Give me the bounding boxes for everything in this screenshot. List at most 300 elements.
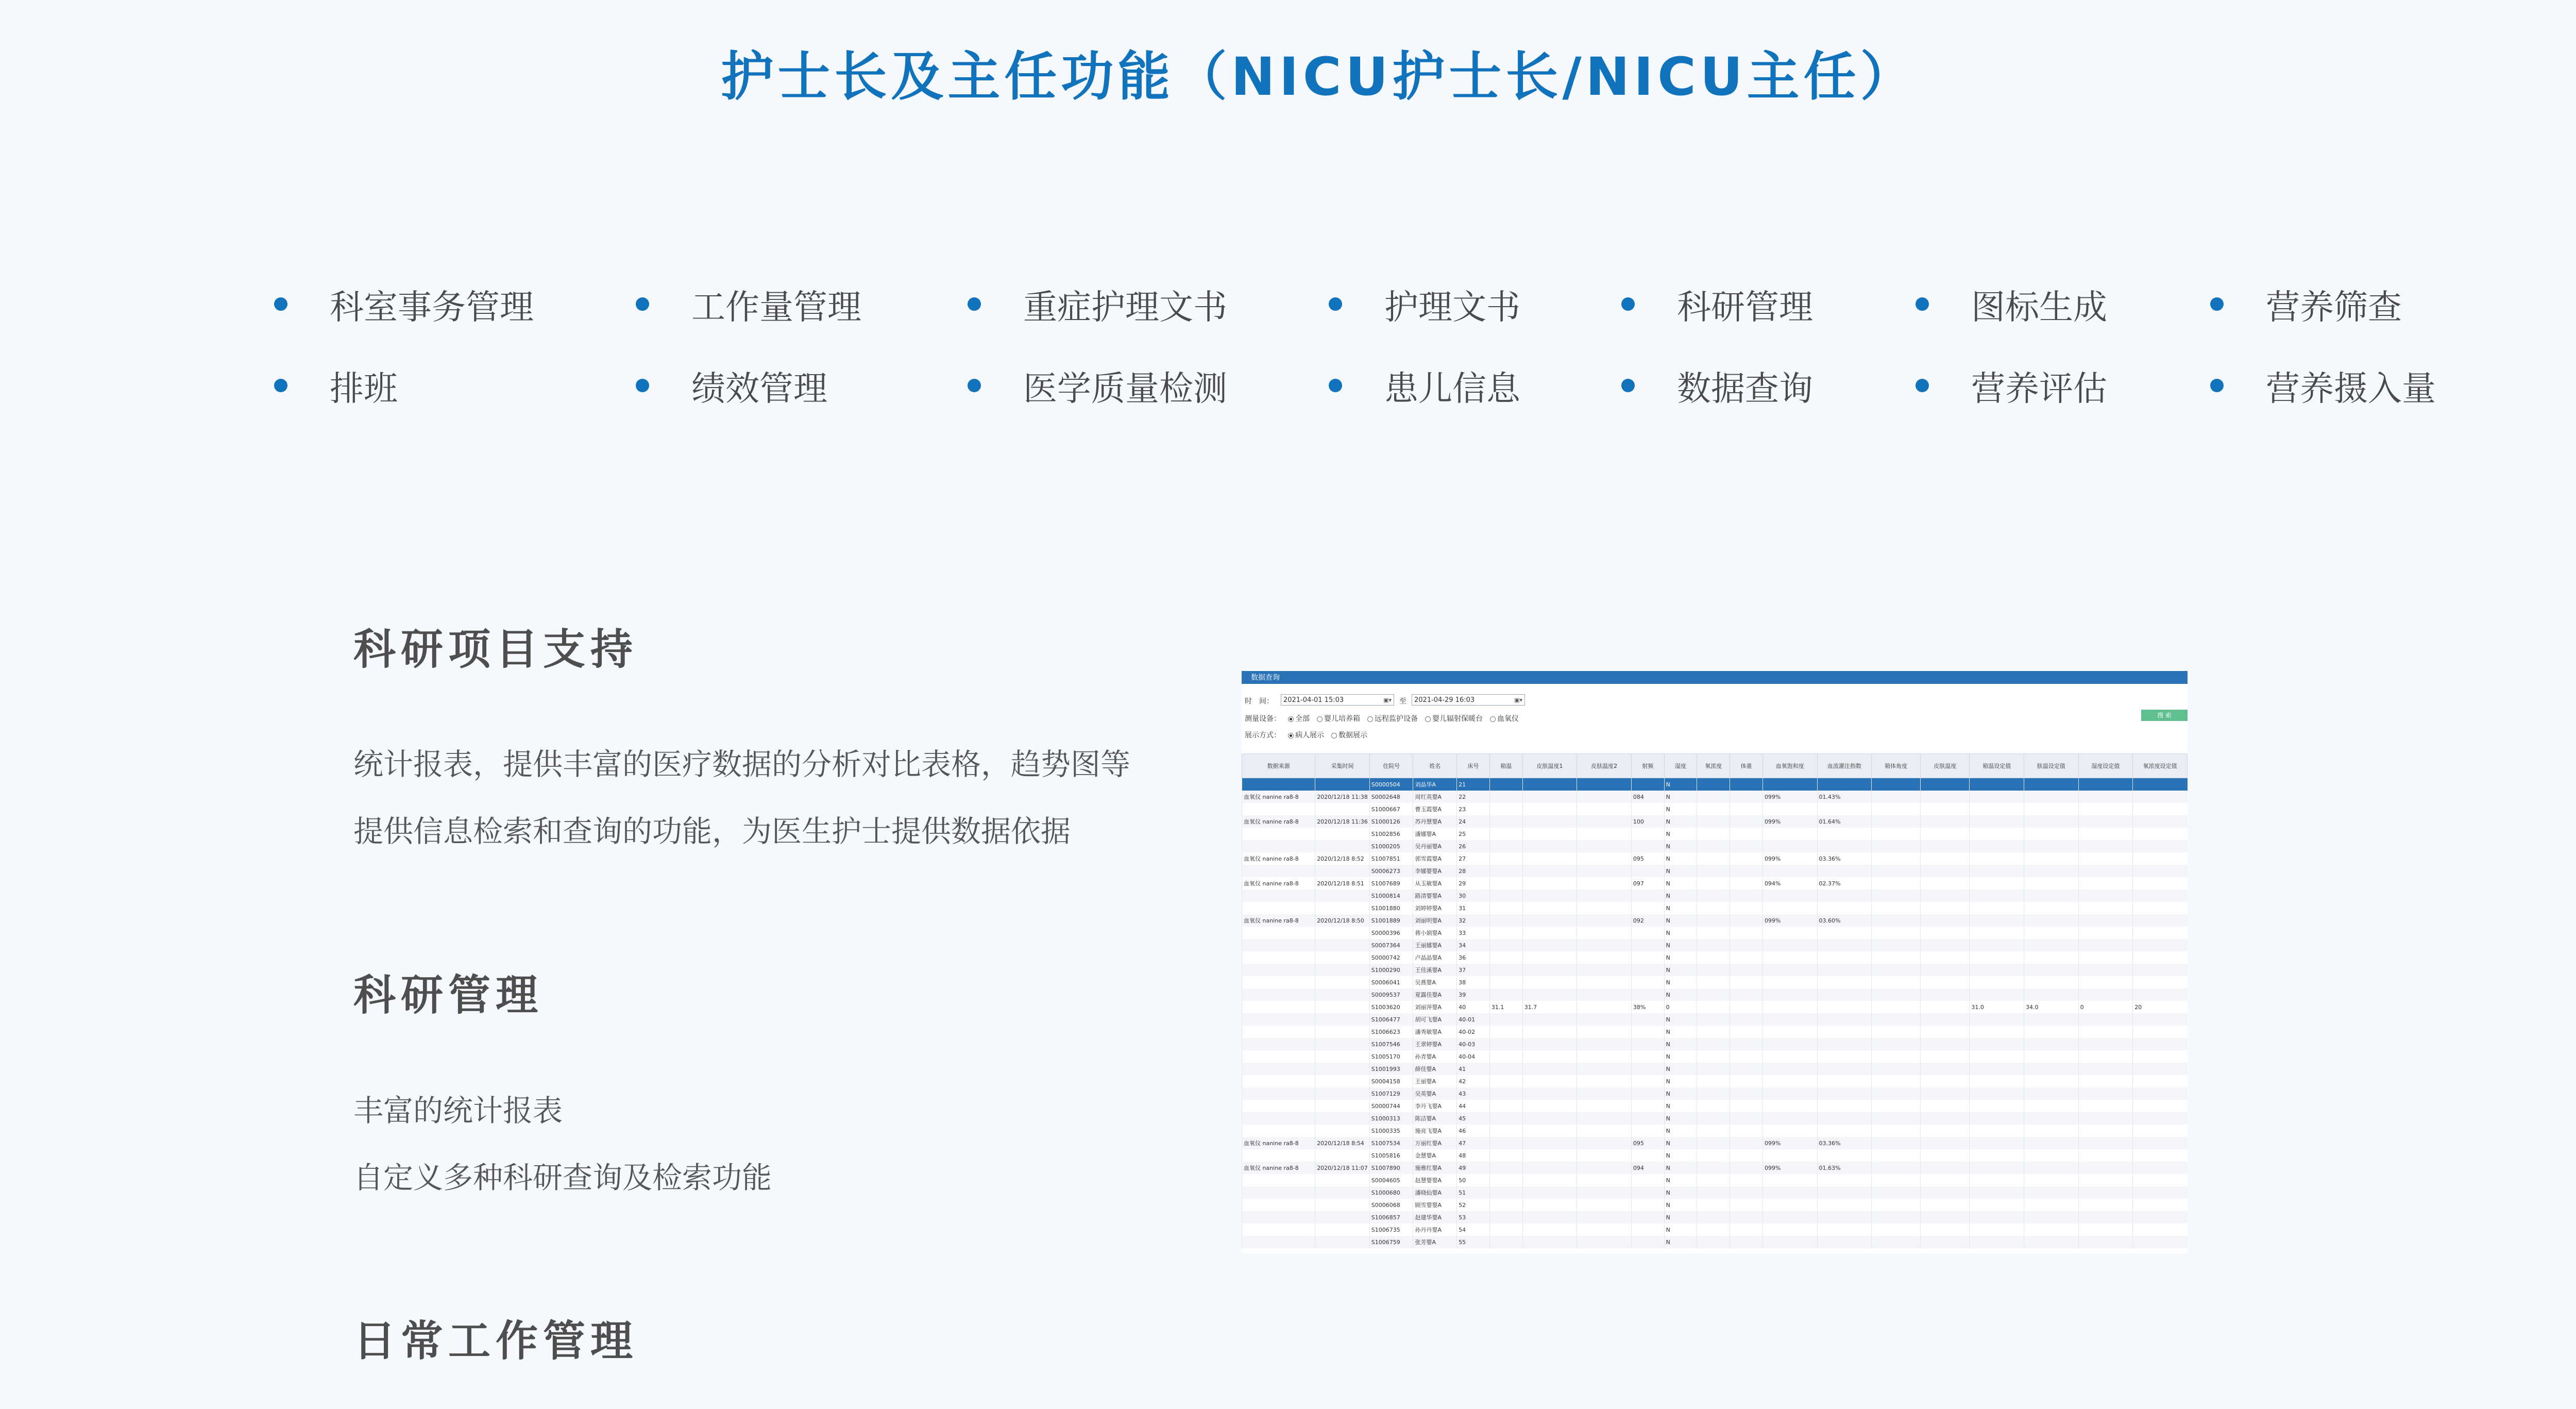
table-cell [1522, 964, 1577, 976]
table-row[interactable] [1242, 890, 2188, 902]
table-cell: 099% [1762, 815, 1817, 828]
table-row[interactable] [1242, 1186, 2188, 1199]
table-row[interactable] [1242, 1075, 2188, 1087]
table-cell [1697, 914, 1730, 927]
bullet-icon [2210, 379, 2224, 392]
table-cell [1970, 964, 2024, 976]
table-cell [1242, 1174, 1315, 1186]
table-cell [1522, 902, 1577, 914]
feature-label: 护理文书 [1384, 287, 1520, 327]
table-cell [1970, 951, 2024, 964]
table-cell [2078, 828, 2133, 840]
table-row[interactable] [1242, 1223, 2188, 1236]
radio-option[interactable] [1425, 715, 1483, 723]
table-cell: 刘晶华A [1413, 778, 1457, 791]
table-cell: N [1664, 1013, 1697, 1026]
table-cell [1970, 914, 2024, 927]
section-title: 科研项目支持 [353, 625, 638, 674]
table-cell [2024, 828, 2079, 840]
table-cell [1577, 852, 1632, 865]
table-cell [2024, 1199, 2079, 1211]
table-cell [1522, 951, 1577, 964]
table-cell [1970, 1087, 2024, 1100]
window-titlebar [1242, 671, 2188, 684]
table-cell [1730, 964, 1763, 976]
table-cell [1631, 1063, 1664, 1075]
table-cell [2133, 1050, 2188, 1063]
radio-icon[interactable] [1490, 716, 1496, 722]
table-cell [1577, 1075, 1632, 1087]
table-cell [1631, 1223, 1664, 1236]
table-cell [1762, 1211, 1817, 1223]
table-row[interactable] [1242, 791, 2188, 803]
table-cell: 2020/12/18 11:36 [1315, 815, 1370, 828]
column-header[interactable]: 住院号 [1369, 754, 1413, 778]
table-cell [1242, 902, 1315, 914]
table-cell [1315, 1125, 1370, 1137]
table-cell [1522, 1137, 1577, 1149]
table-cell [1921, 1038, 1970, 1050]
radio-icon[interactable] [1331, 733, 1337, 739]
table-cell [1921, 840, 1970, 852]
table-cell [1921, 778, 1970, 791]
feature-label: 工作量管理 [691, 287, 861, 327]
radio-label: 全部 [1295, 715, 1310, 723]
table-row[interactable] [1242, 778, 2188, 791]
table-cell [1315, 1199, 1370, 1211]
table-cell [1921, 939, 1970, 951]
table-cell [2024, 1223, 2079, 1236]
table-cell: N [1664, 1162, 1697, 1174]
table-cell [1921, 1174, 1970, 1186]
table-cell [1817, 1063, 1872, 1075]
table-row[interactable] [1242, 964, 2188, 976]
bullet-icon [1916, 297, 1929, 311]
feature-list [0, 0, 2576, 464]
table-cell [1762, 828, 1817, 840]
table-cell [2133, 791, 2188, 803]
table-cell [1577, 877, 1632, 890]
table-row[interactable] [1242, 1013, 2188, 1026]
table-cell [1817, 1100, 1872, 1112]
table-cell [1730, 828, 1763, 840]
table-cell [1817, 1038, 1872, 1050]
table-cell [1872, 976, 1921, 988]
column-header[interactable]: 氧浓度 [1697, 754, 1730, 778]
table-cell [1315, 1013, 1370, 1026]
start-time-value: 2021-04-01 15:03 [1283, 696, 1344, 704]
table-row[interactable] [1242, 840, 2188, 852]
radio-icon[interactable] [1288, 733, 1294, 739]
table-cell [1921, 1149, 1970, 1162]
column-header[interactable]: 血流灌注指数 [1817, 754, 1872, 778]
table-cell [1762, 988, 1817, 1001]
table-cell [1489, 1026, 1522, 1038]
table-cell [1315, 840, 1370, 852]
table-row[interactable] [1242, 1199, 2188, 1211]
table-cell [2024, 890, 2079, 902]
table-cell [2133, 976, 2188, 988]
table-cell [1697, 1038, 1730, 1050]
table-cell [2133, 1038, 2188, 1050]
table-cell: 37 [1457, 964, 1490, 976]
radio-icon[interactable] [1367, 716, 1373, 722]
table-cell [1921, 852, 1970, 865]
end-time-value: 2021-04-29 16:03 [1414, 696, 1475, 704]
table-cell [2133, 1137, 2188, 1149]
table-cell [2078, 1223, 2133, 1236]
table-cell: S1000126 [1369, 815, 1413, 828]
table-row[interactable] [1242, 1001, 2188, 1013]
table-cell [1631, 939, 1664, 951]
bullet-icon [968, 297, 981, 311]
table-row[interactable] [1242, 1100, 2188, 1112]
table-cell [1522, 828, 1577, 840]
table-cell: S0006068 [1369, 1199, 1413, 1211]
table-cell: S0007364 [1369, 939, 1413, 951]
radio-option[interactable] [1490, 715, 1519, 723]
table-cell [1872, 791, 1921, 803]
table-cell [1697, 951, 1730, 964]
table-row[interactable] [1242, 803, 2188, 815]
table-cell [1817, 1075, 1872, 1087]
table-cell: 郭雪霞婴A [1413, 852, 1457, 865]
feature-item [2210, 287, 2402, 327]
table-cell: 41 [1457, 1063, 1490, 1075]
column-header[interactable]: 皮肤温度2 [1577, 754, 1632, 778]
table-cell [1872, 1087, 1921, 1100]
column-header[interactable]: 皮肤温度1 [1522, 754, 1577, 778]
table-row[interactable] [1242, 939, 2188, 951]
column-header[interactable]: 氧浓度设定值 [2133, 754, 2188, 778]
table-cell [2024, 902, 2079, 914]
table-cell [1730, 1038, 1763, 1050]
table-cell [2024, 791, 2079, 803]
table-cell [1522, 852, 1577, 865]
radio-option[interactable] [1331, 731, 1367, 740]
table-cell [1872, 778, 1921, 791]
table-row[interactable] [1242, 1211, 2188, 1223]
column-header[interactable]: 床号 [1457, 754, 1490, 778]
column-header[interactable]: 肤温设定值 [2024, 754, 2079, 778]
table-cell [1970, 1026, 2024, 1038]
table-cell [1730, 877, 1763, 890]
table-row[interactable] [1242, 1063, 2188, 1075]
table-cell [1631, 1186, 1664, 1199]
table-cell [1242, 964, 1315, 976]
table-cell [1970, 1162, 2024, 1174]
table-cell [1970, 939, 2024, 951]
table-row[interactable] [1242, 951, 2188, 964]
table-cell [1242, 1100, 1315, 1112]
table-cell: N [1664, 778, 1697, 791]
table-cell [1315, 1149, 1370, 1162]
table-row[interactable] [1242, 1236, 2188, 1248]
table-cell [1730, 1001, 1763, 1013]
table-cell: 2020/12/18 11:07 [1315, 1162, 1370, 1174]
radio-label: 病人展示 [1295, 731, 1324, 740]
table-cell [1631, 1075, 1664, 1087]
column-header[interactable]: 姓名 [1413, 754, 1457, 778]
radio-icon[interactable] [1425, 716, 1431, 722]
table-cell [1315, 939, 1370, 951]
table-cell [2024, 988, 2079, 1001]
table-cell: 潘秀敏婴A [1413, 1026, 1457, 1038]
radio-icon[interactable] [1288, 716, 1294, 722]
calendar-dropdown-icon[interactable]: ▣▾ [1383, 697, 1392, 703]
table-cell [1489, 1100, 1522, 1112]
table-cell [1730, 1112, 1763, 1125]
table-cell: S0002648 [1369, 791, 1413, 803]
table-cell [1817, 803, 1872, 815]
table-cell [2078, 803, 2133, 815]
table-cell [1631, 778, 1664, 791]
table-cell [1817, 988, 1872, 1001]
table-cell [1970, 1050, 2024, 1063]
radio-option[interactable] [1367, 715, 1418, 723]
table-cell: 31.1 [1489, 1001, 1522, 1013]
table-cell [1315, 890, 1370, 902]
table-cell: 施雅红婴A [1413, 1162, 1457, 1174]
table-row[interactable] [1242, 1137, 2188, 1149]
table-cell [1872, 1013, 1921, 1026]
table-row[interactable] [1242, 1162, 2188, 1174]
table-cell: 46 [1457, 1125, 1490, 1137]
column-header[interactable]: 湿度 [1664, 754, 1697, 778]
table-cell [1522, 1174, 1577, 1186]
table-cell: 30 [1457, 890, 1490, 902]
table-cell: 25 [1457, 828, 1490, 840]
to-label: 至 [1399, 697, 1406, 706]
table-cell [1489, 1149, 1522, 1162]
table-cell [2024, 939, 2079, 951]
table-cell: 095 [1631, 852, 1664, 865]
table-row[interactable] [1242, 828, 2188, 840]
table-row[interactable] [1242, 815, 2188, 828]
table-cell: 32 [1457, 914, 1490, 927]
table-cell [1872, 1199, 1921, 1211]
feature-item [968, 287, 1227, 327]
table-cell: 23 [1457, 803, 1490, 815]
table-row[interactable] [1242, 914, 2188, 927]
table-cell [1970, 902, 2024, 914]
table-cell [1577, 1149, 1632, 1162]
display-label: 展示方式： [1245, 731, 1281, 740]
table-cell [1970, 890, 2024, 902]
table-cell [1817, 1186, 1872, 1199]
table-cell [1242, 840, 1315, 852]
table-row[interactable] [1242, 852, 2188, 865]
table-cell: 李娜婴婴A [1413, 865, 1457, 877]
table-cell: N [1664, 1087, 1697, 1100]
table-cell: 陈洁婴A [1413, 1112, 1457, 1125]
table-cell [1577, 976, 1632, 988]
table-cell [1577, 902, 1632, 914]
table-cell [2133, 914, 2188, 927]
table-cell [1730, 1236, 1763, 1248]
table-row[interactable] [1242, 927, 2188, 939]
table-row[interactable] [1242, 976, 2188, 988]
table-row[interactable] [1242, 1050, 2188, 1063]
table-cell [1697, 1063, 1730, 1075]
table-cell: S0004158 [1369, 1075, 1413, 1087]
table-cell: S1007534 [1369, 1137, 1413, 1149]
table-cell [2024, 1038, 2079, 1050]
table-row[interactable] [1242, 1087, 2188, 1100]
table-cell [1489, 927, 1522, 939]
table-cell [1315, 1211, 1370, 1223]
table-cell: N [1664, 1236, 1697, 1248]
table-cell [1730, 1174, 1763, 1186]
table-cell [1872, 815, 1921, 828]
table-cell [1817, 1236, 1872, 1248]
table-cell [1817, 778, 1872, 791]
column-header[interactable]: 射频 [1631, 754, 1664, 778]
feature-label: 科室事务管理 [330, 287, 534, 327]
table-cell [1242, 1026, 1315, 1038]
table-cell [2024, 840, 2079, 852]
table-cell [1970, 976, 2024, 988]
table-row[interactable] [1242, 1174, 2188, 1186]
table-row[interactable] [1242, 902, 2188, 914]
table-cell: N [1664, 976, 1697, 988]
table-cell: S1000335 [1369, 1125, 1413, 1137]
table-cell [1631, 828, 1664, 840]
table-cell [1762, 902, 1817, 914]
table-cell [2024, 1100, 2079, 1112]
table-cell [2024, 1013, 2079, 1026]
table-cell [1577, 927, 1632, 939]
table-cell [1872, 1050, 1921, 1063]
feature-label: 营养摄入量 [2266, 368, 2436, 409]
table-cell [2133, 964, 2188, 976]
table-cell [2024, 1050, 2079, 1063]
table-cell [1697, 1211, 1730, 1223]
table-row[interactable] [1242, 1149, 2188, 1162]
table-cell: 01.64% [1817, 815, 1872, 828]
table-row[interactable] [1242, 877, 2188, 890]
table-cell [1489, 1211, 1522, 1223]
table-cell [1577, 1199, 1632, 1211]
table-cell [1489, 1162, 1522, 1174]
table-cell [1577, 791, 1632, 803]
table-cell [1522, 1063, 1577, 1075]
table-cell [1762, 1001, 1817, 1013]
column-header[interactable]: 箱体角度 [1872, 754, 1921, 778]
table-row[interactable] [1242, 1026, 2188, 1038]
radio-option[interactable] [1288, 715, 1310, 723]
table-cell [2078, 1075, 2133, 1087]
radio-option[interactable] [1317, 715, 1360, 723]
table-row[interactable] [1242, 865, 2188, 877]
table-cell [2078, 1112, 2133, 1125]
table-cell [1631, 865, 1664, 877]
table-cell [1817, 865, 1872, 877]
table-cell: 22 [1457, 791, 1490, 803]
bullet-icon [1621, 379, 1635, 392]
table-cell: 40-03 [1457, 1038, 1490, 1050]
radio-icon[interactable] [1317, 716, 1323, 722]
table-cell [1631, 803, 1664, 815]
table-cell: S1000814 [1369, 890, 1413, 902]
table-row[interactable] [1242, 1125, 2188, 1137]
table-cell: N [1664, 939, 1697, 951]
table-cell [1242, 778, 1315, 791]
table-cell: 01.43% [1817, 791, 1872, 803]
table-cell [1872, 1149, 1921, 1162]
column-header[interactable]: 采集时间 [1315, 754, 1370, 778]
table-cell [1730, 1125, 1763, 1137]
table-cell [2133, 1174, 2188, 1186]
table-cell [1489, 988, 1522, 1001]
table-cell [2133, 1026, 2188, 1038]
table-cell [1762, 1125, 1817, 1137]
table-cell [1970, 1149, 2024, 1162]
search-button[interactable]: 搜 索 [2141, 710, 2188, 721]
start-time-input[interactable] [1281, 694, 1394, 706]
table-cell [1730, 778, 1763, 791]
table-row[interactable] [1242, 988, 2188, 1001]
section-title: 日常工作管理 [353, 1317, 638, 1366]
bullet-icon [2210, 297, 2224, 311]
table-cell [1872, 1236, 1921, 1248]
column-header[interactable]: 箱温 [1489, 754, 1522, 778]
table-cell [1970, 1013, 2024, 1026]
column-header[interactable]: 体重 [1730, 754, 1763, 778]
column-header[interactable]: 皮肤温度 [1921, 754, 1970, 778]
table-cell [1242, 1223, 1315, 1236]
table-cell [1315, 951, 1370, 964]
table-cell [1489, 791, 1522, 803]
table-cell [1921, 988, 1970, 1001]
radio-option[interactable] [1288, 731, 1324, 740]
table-cell: S1006623 [1369, 1026, 1413, 1038]
table-cell [1489, 1013, 1522, 1026]
table-cell: S1005816 [1369, 1149, 1413, 1162]
column-header[interactable]: 数据来源 [1242, 754, 1315, 778]
feature-label: 患儿信息 [1384, 368, 1520, 409]
calendar-dropdown-icon[interactable]: ▣▾ [1514, 697, 1522, 703]
table-cell [1489, 1125, 1522, 1137]
column-header[interactable]: 血氧饱和度 [1762, 754, 1817, 778]
table-cell: 40-04 [1457, 1050, 1490, 1063]
table-cell [2078, 988, 2133, 1001]
table-cell: 孙青婴A [1413, 1050, 1457, 1063]
table-row[interactable] [1242, 1112, 2188, 1125]
table-cell: 吴燕婴A [1413, 976, 1457, 988]
table-cell [1577, 1137, 1632, 1149]
table-cell [2024, 877, 2079, 890]
table-cell [2078, 1211, 2133, 1223]
table-cell: 赵建华婴A [1413, 1211, 1457, 1223]
table-cell [1730, 1211, 1763, 1223]
table-cell [1577, 778, 1632, 791]
table-cell: S1002856 [1369, 828, 1413, 840]
column-header[interactable]: 湿度设定值 [2078, 754, 2133, 778]
table-cell [1921, 865, 1970, 877]
table-cell [1762, 1050, 1817, 1063]
table-cell: 42 [1457, 1075, 1490, 1087]
column-header[interactable]: 箱温设定值 [1970, 754, 2024, 778]
end-time-input[interactable] [1412, 694, 1525, 706]
radio-label: 数据展示 [1338, 731, 1367, 740]
table-cell [1522, 1100, 1577, 1112]
table-cell [1315, 1174, 1370, 1186]
table-row[interactable] [1242, 1038, 2188, 1050]
table-cell [1970, 1186, 2024, 1199]
table-cell [1970, 828, 2024, 840]
table-cell [1577, 939, 1632, 951]
